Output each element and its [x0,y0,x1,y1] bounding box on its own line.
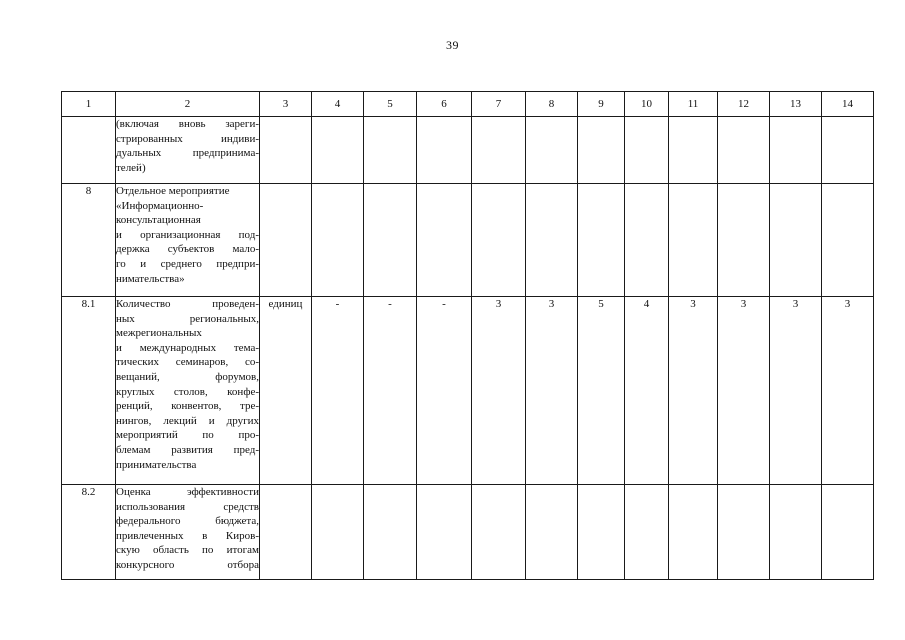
value-cell: 3 [718,297,770,485]
value-cell [669,184,718,297]
header-cell-13: 13 [770,92,822,117]
value-cell [625,184,669,297]
name-line: блемам развития пред- [116,443,259,456]
header-cell-3: 3 [260,92,312,117]
name-line: ных региональных, [116,312,259,325]
value-cell: 5 [578,297,625,485]
value-cell: - [312,297,364,485]
table-row [62,117,874,184]
value-cell [312,117,364,184]
header-cell-11: 11 [669,92,718,117]
unit-cell [260,117,312,184]
value-cell [364,184,417,297]
value-cell [472,485,526,580]
name-line: держка субъектов мало- [116,243,259,256]
name-line: использования средств [116,500,259,513]
name-line: стрированных индиви- [116,132,259,145]
value-cell: 3 [472,297,526,485]
header-cell-4: 4 [312,92,364,117]
value-cell [578,485,625,580]
header-cell-7: 7 [472,92,526,117]
value-cell [578,184,625,297]
row-number: 8 [62,184,116,297]
name-line: дуальных предпринима- [116,147,259,160]
table-row [62,184,874,297]
row-number: 8.2 [62,485,116,580]
value-cell [822,485,874,580]
unit-cell [260,184,312,297]
value-cell [625,117,669,184]
value-cell [822,117,874,184]
header-cell-10: 10 [625,92,669,117]
value-cell [718,485,770,580]
value-cell [770,485,822,580]
value-cell: 3 [770,297,822,485]
table-row [62,297,874,485]
value-cell [718,184,770,297]
name-line: Количество проведен- [116,298,259,310]
value-cell: - [417,297,472,485]
row-number: 8.1 [62,297,116,485]
value-cell [718,117,770,184]
value-cell [472,117,526,184]
indicator-name [116,485,260,580]
name-line: (включая вновь зареги- [116,118,259,130]
name-line: скую область по итогам [116,544,259,557]
name-line: го и среднего предпри- [116,257,259,270]
table-row [62,485,874,580]
value-cell [472,184,526,297]
unit-cell [260,485,312,580]
name-line: тических семинаров, со- [116,356,259,369]
value-cell: 3 [669,297,718,485]
value-cell [669,485,718,580]
name-line: федерального бюджета, [116,515,259,528]
value-cell [578,117,625,184]
indicator-name [116,184,260,297]
name-line: нимательства» [116,272,185,285]
header-cell-5: 5 [364,92,417,117]
value-cell: 4 [625,297,669,485]
value-cell [822,184,874,297]
header-cell-2: 2 [116,92,260,117]
value-cell [770,184,822,297]
value-cell [312,485,364,580]
value-cell [526,117,578,184]
name-line: межрегиональных [116,327,202,340]
header-cell-1: 1 [62,92,116,117]
name-line: мероприятий по про- [116,429,259,442]
value-cell [417,184,472,297]
value-cell [526,184,578,297]
name-line: консультационная [116,214,201,227]
name-line: Оценка эффективности [116,486,259,498]
value-cell [417,485,472,580]
value-cell [417,117,472,184]
page-number: 39 [446,38,459,52]
value-cell [770,117,822,184]
name-line: Отдельное мероприятие [116,185,230,197]
value-cell: 3 [526,297,578,485]
value-cell [669,117,718,184]
value-cell [625,485,669,580]
header-cell-12: 12 [718,92,770,117]
name-line: принимательства [116,458,197,471]
header-cell-8: 8 [526,92,578,117]
value-cell [526,485,578,580]
header-cell-9: 9 [578,92,625,117]
name-line: и международных тема- [116,341,259,354]
name-line: конкурсного отбора [116,558,259,571]
row-number [62,117,116,184]
name-line: круглых столов, конфе- [116,385,259,398]
name-line: телей) [116,161,146,174]
indicator-name [116,297,260,485]
indicator-table [61,91,874,580]
name-line: привлеченных в Киров- [116,529,259,542]
value-cell [364,117,417,184]
value-cell: - [364,297,417,485]
value-cell [312,184,364,297]
unit-cell: единиц [260,297,312,485]
header-row [62,92,874,117]
name-line: и организационная под- [116,228,259,241]
value-cell [364,485,417,580]
name-line: ренций, конвентов, тре- [116,400,259,413]
indicator-name [116,117,260,184]
name-line: «Информационно- [116,199,204,212]
header-cell-14: 14 [822,92,874,117]
value-cell: 3 [822,297,874,485]
name-line: вещаний, форумов, [116,370,259,383]
header-cell-6: 6 [417,92,472,117]
name-line: нингов, лекций и других [116,414,259,427]
